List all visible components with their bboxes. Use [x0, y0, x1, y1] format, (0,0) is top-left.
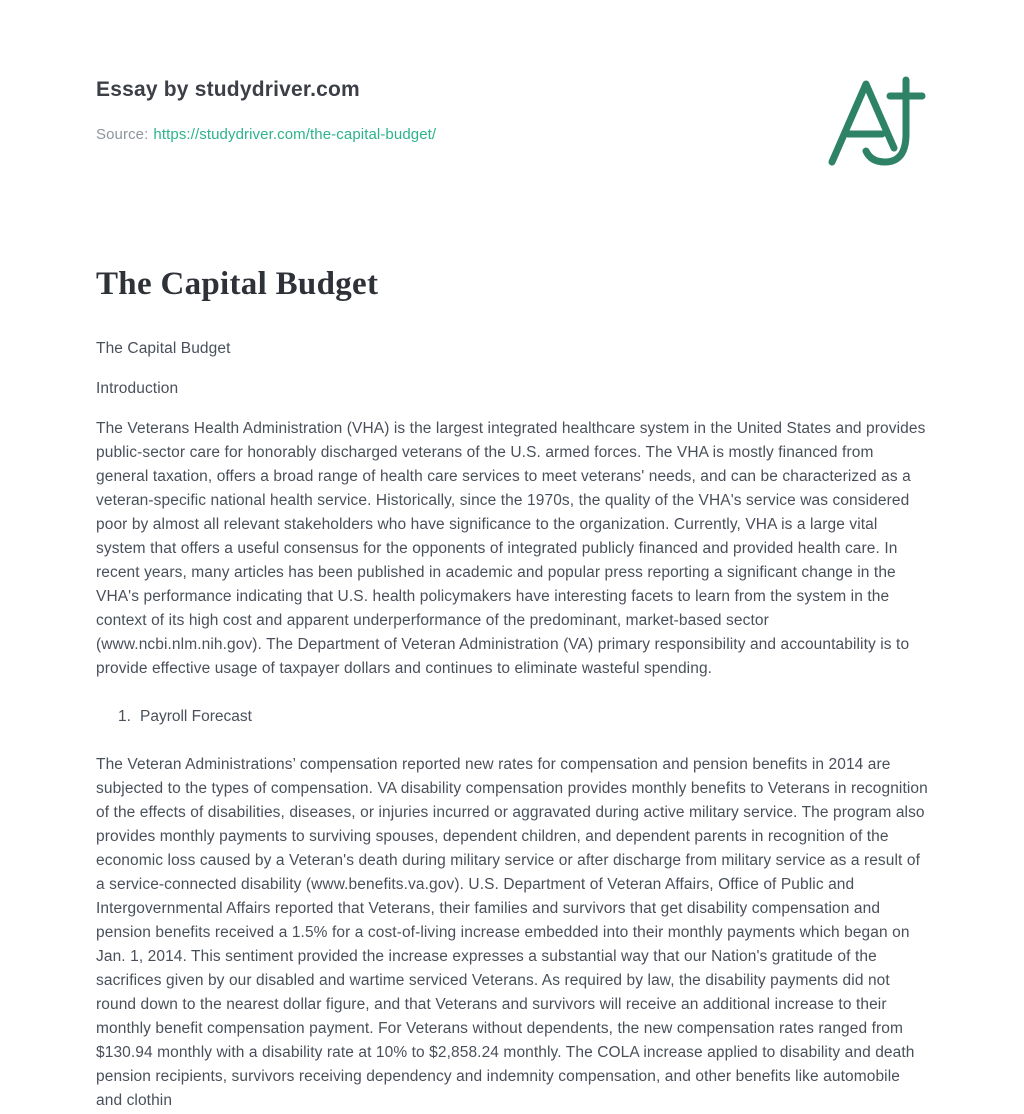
header-text-block	[96, 78, 436, 143]
source-label: Source:	[96, 126, 149, 143]
studydriver-logo-icon	[824, 72, 928, 168]
document-subtitle: The Capital Budget	[96, 340, 231, 357]
list-item-payroll-forecast	[118, 705, 928, 729]
header-title: Essay by studydriver.com	[96, 78, 360, 101]
paragraph-payroll-forecast: The Veteran Administrations’ compensation reported new rates for compensation and pension benefits in 2014 are subjected to the types of compensation. VA disability compensation provides monthly benefits to Veterans in recognition of the effects of disabilities, diseases, or injuries incurred or aggravated during active military service. The program also provides monthly payments to surviving spouses, dependent children, and dependent parents in recognition of the economic loss caused by a Veteran's death during military service or after discharge from military service as a result of a service-connected disability (www.benefits.va.gov). U.S. Department of Veteran Affairs, Office of Public and Intergovernmental Affairs reported that Veterans, their families and survivors that get disability compensation and pension benefits received a 1.5% for a cost-of-living increase embedded into their monthly payments which began on Jan. 1, 2014. This sentiment provided the increase expresses a substantial way that our Nation's gratitude of the sacrifices given by our disabled and wartime serviced Veterans. As required by law, the disability payments did not round down to the nearest dollar figure, and that Veterans and survivors will receive an additional increase to their monthly benefit compensation payment. For Veterans without dependents, the new compensation rates ranged from $130.94 monthly with a disability rate at 10% to $2,858.24 monthly. The COLA increase applied to disability and death pension recipients, survivors receiving dependency and indemnity compensation, and other benefits like automobile and clothin	[96, 756, 928, 1109]
source-link[interactable]: https://studydriver.com/the-capital-budget/	[153, 126, 437, 143]
source-line	[96, 126, 436, 143]
section-heading-introduction: Introduction	[96, 380, 179, 397]
paragraph-introduction: The Veterans Health Administration (VHA) is the largest integrated healthcare system in the United States and provides public-sector care for honorably discharged veterans of the U.S. armed forces. The VHA is mostly financed from general taxation, offers a broad range of health care services to meet veterans' needs, and can be characterized as a veteran-specific national health service. Historically, since the 1970s, the quality of the VHA's service was considered poor by almost all relevant stakeholders who have significance to the organization. Currently, VHA is a large vital system that offers a useful consensus for the opponents of integrated publicly financed and provided health care. In recent years, many articles has been published in academic and popular press reporting a significant change in the VHA's performance indicating that U.S. health policymakers have interesting facets to learn from the system in the context of its high cost and apparent underperformance of the predominant, market-based sector (www.ncbi.nlm.nih.gov). The Department of Veteran Administration (VA) primary responsibility and accountability is to provide effective usage of taxpayer dollars and continues to eliminate wasteful spending.	[96, 420, 926, 677]
document-body	[96, 266, 928, 1113]
list-item-label: Payroll Forecast	[140, 708, 252, 725]
document-title: The Capital Budget	[96, 266, 379, 302]
list-item-number: 1.	[118, 708, 131, 725]
page-header	[96, 0, 928, 168]
